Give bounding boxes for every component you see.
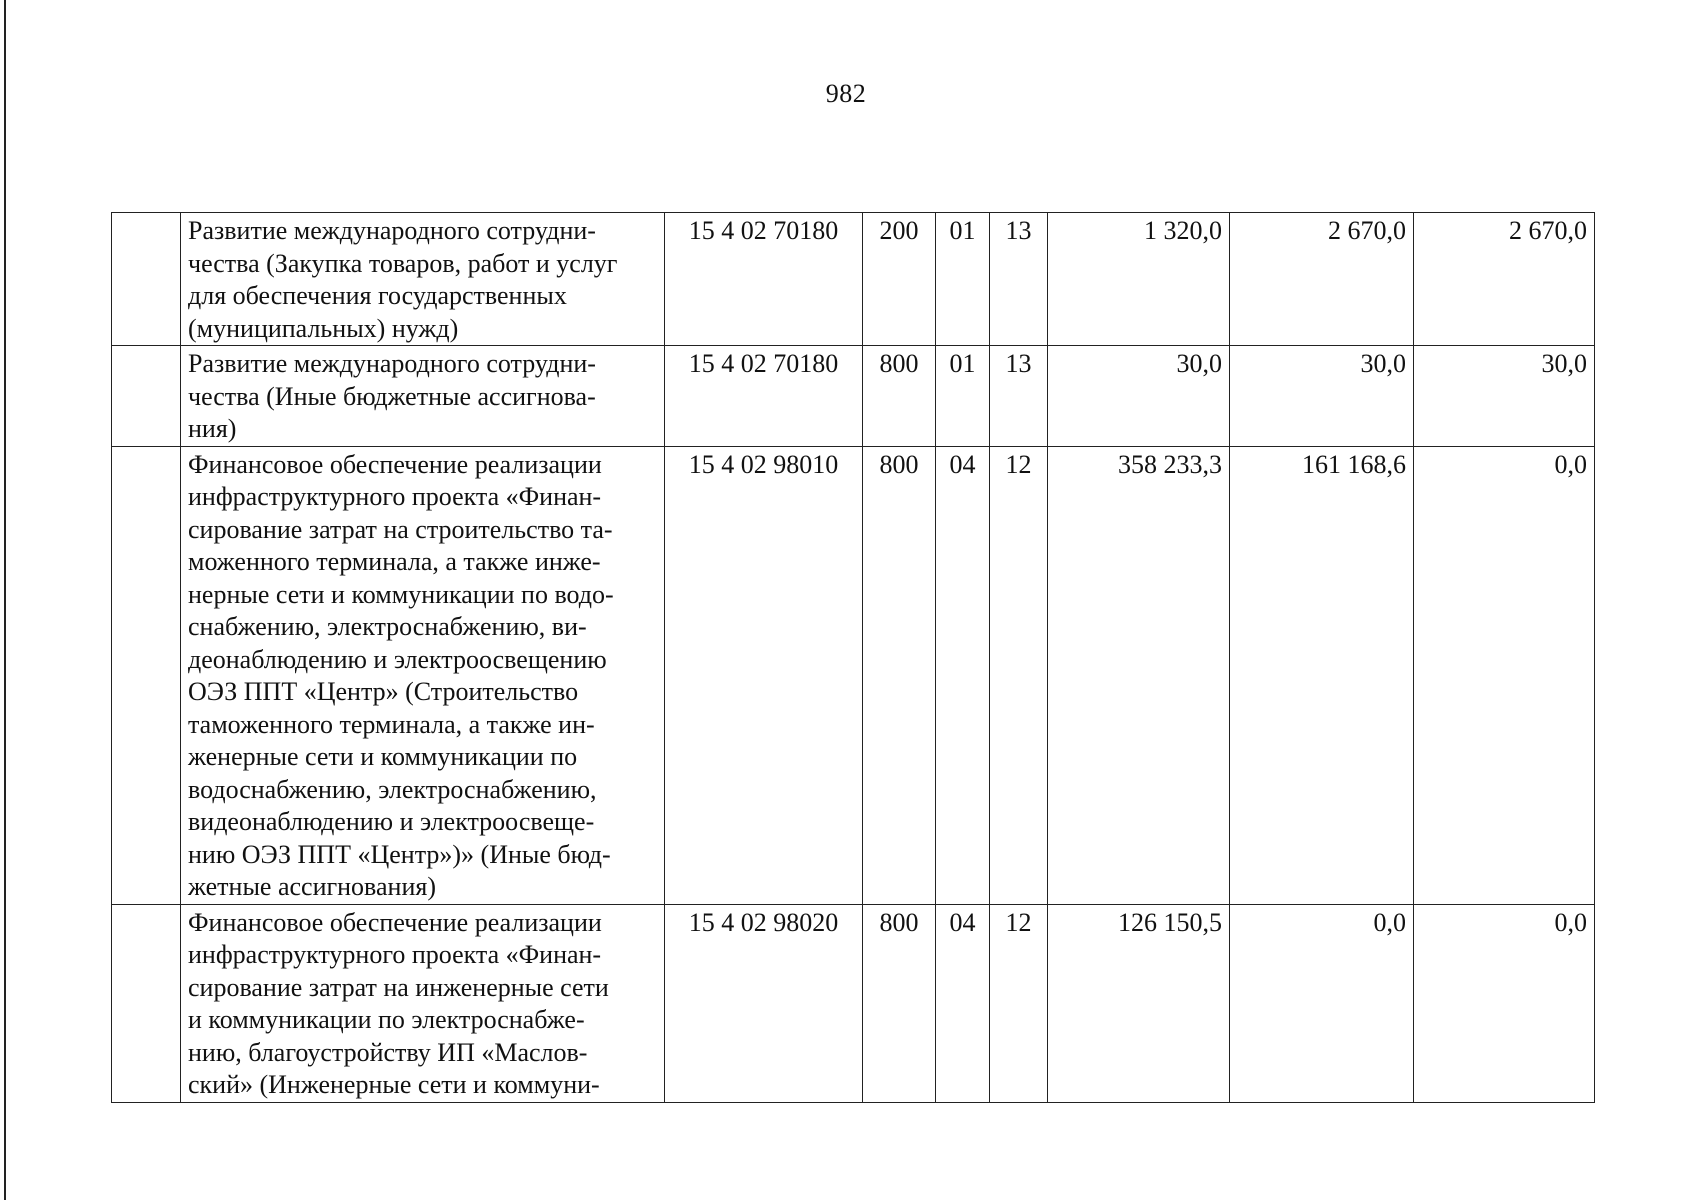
subsection-cell: 13 [990, 213, 1048, 346]
amount-3-cell: 30,0 [1414, 346, 1595, 447]
description-cell: Развитие международного сотрудни- чества (Иные бюджетные ассигнова- ния) [181, 346, 665, 447]
table-row [112, 213, 1595, 346]
subsection-cell: 13 [990, 346, 1048, 447]
subsection-cell: 12 [990, 904, 1048, 1102]
target-code-cell: 15 4 02 70180 [665, 346, 863, 447]
target-code-cell: 15 4 02 70180 [665, 213, 863, 346]
table-row [112, 446, 1595, 904]
expense-type-cell: 200 [863, 213, 936, 346]
amount-1-cell: 1 320,0 [1048, 213, 1230, 346]
table-row [112, 904, 1595, 1102]
amount-2-cell: 30,0 [1230, 346, 1414, 447]
row-number-cell [112, 446, 181, 904]
section-cell: 04 [936, 446, 990, 904]
section-cell: 01 [936, 346, 990, 447]
amount-2-cell: 2 670,0 [1230, 213, 1414, 346]
amount-1-cell: 30,0 [1048, 346, 1230, 447]
amount-2-cell: 0,0 [1230, 904, 1414, 1102]
description-cell: Финансовое обеспечение реализации инфраструктурного проекта «Финан- сирование затрат на строительство та- моженного терминала, а также инже- нерные сети и коммуникации по водо- снабжению, электроснабжению, ви- деонаблюдению и электроосвещению ОЭЗ ППТ «Центр» (Строительство таможенного терминала, а также ин- женерные сети и коммуникации по водоснабжению, электроснабжению, видеонаблюдению и электроосвеще- нию ОЭЗ ППТ «Центр»)» (Иные бюд- жетные ассигнования) [181, 446, 665, 904]
expense-type-cell: 800 [863, 446, 936, 904]
amount-1-cell: 358 233,3 [1048, 446, 1230, 904]
amount-2-cell: 161 168,6 [1230, 446, 1414, 904]
row-number-cell [112, 346, 181, 447]
budget-table [111, 212, 1595, 1103]
amount-3-cell: 0,0 [1414, 904, 1595, 1102]
expense-type-cell: 800 [863, 346, 936, 447]
subsection-cell: 12 [990, 446, 1048, 904]
target-code-cell: 15 4 02 98020 [665, 904, 863, 1102]
page-number: 982 [825, 79, 867, 108]
page-left-edge-line [4, 0, 6, 1200]
section-cell: 01 [936, 213, 990, 346]
amount-1-cell: 126 150,5 [1048, 904, 1230, 1102]
amount-3-cell: 0,0 [1414, 446, 1595, 904]
expense-type-cell: 800 [863, 904, 936, 1102]
description-cell: Финансовое обеспечение реализации инфраструктурного проекта «Финан- сирование затрат на инженерные сети и коммуникации по электроснабже- нию, благоустройству ИП «Маслов- ский» (Инженерные сети и коммуни- [181, 904, 665, 1102]
row-number-cell [112, 213, 181, 346]
section-cell: 04 [936, 904, 990, 1102]
table-row [112, 346, 1595, 447]
amount-3-cell: 2 670,0 [1414, 213, 1595, 346]
row-number-cell [112, 904, 181, 1102]
description-cell: Развитие международного сотрудни- чества (Закупка товаров, работ и услуг для обеспечения государственных (муниципальных) нужд) [181, 213, 665, 346]
target-code-cell: 15 4 02 98010 [665, 446, 863, 904]
